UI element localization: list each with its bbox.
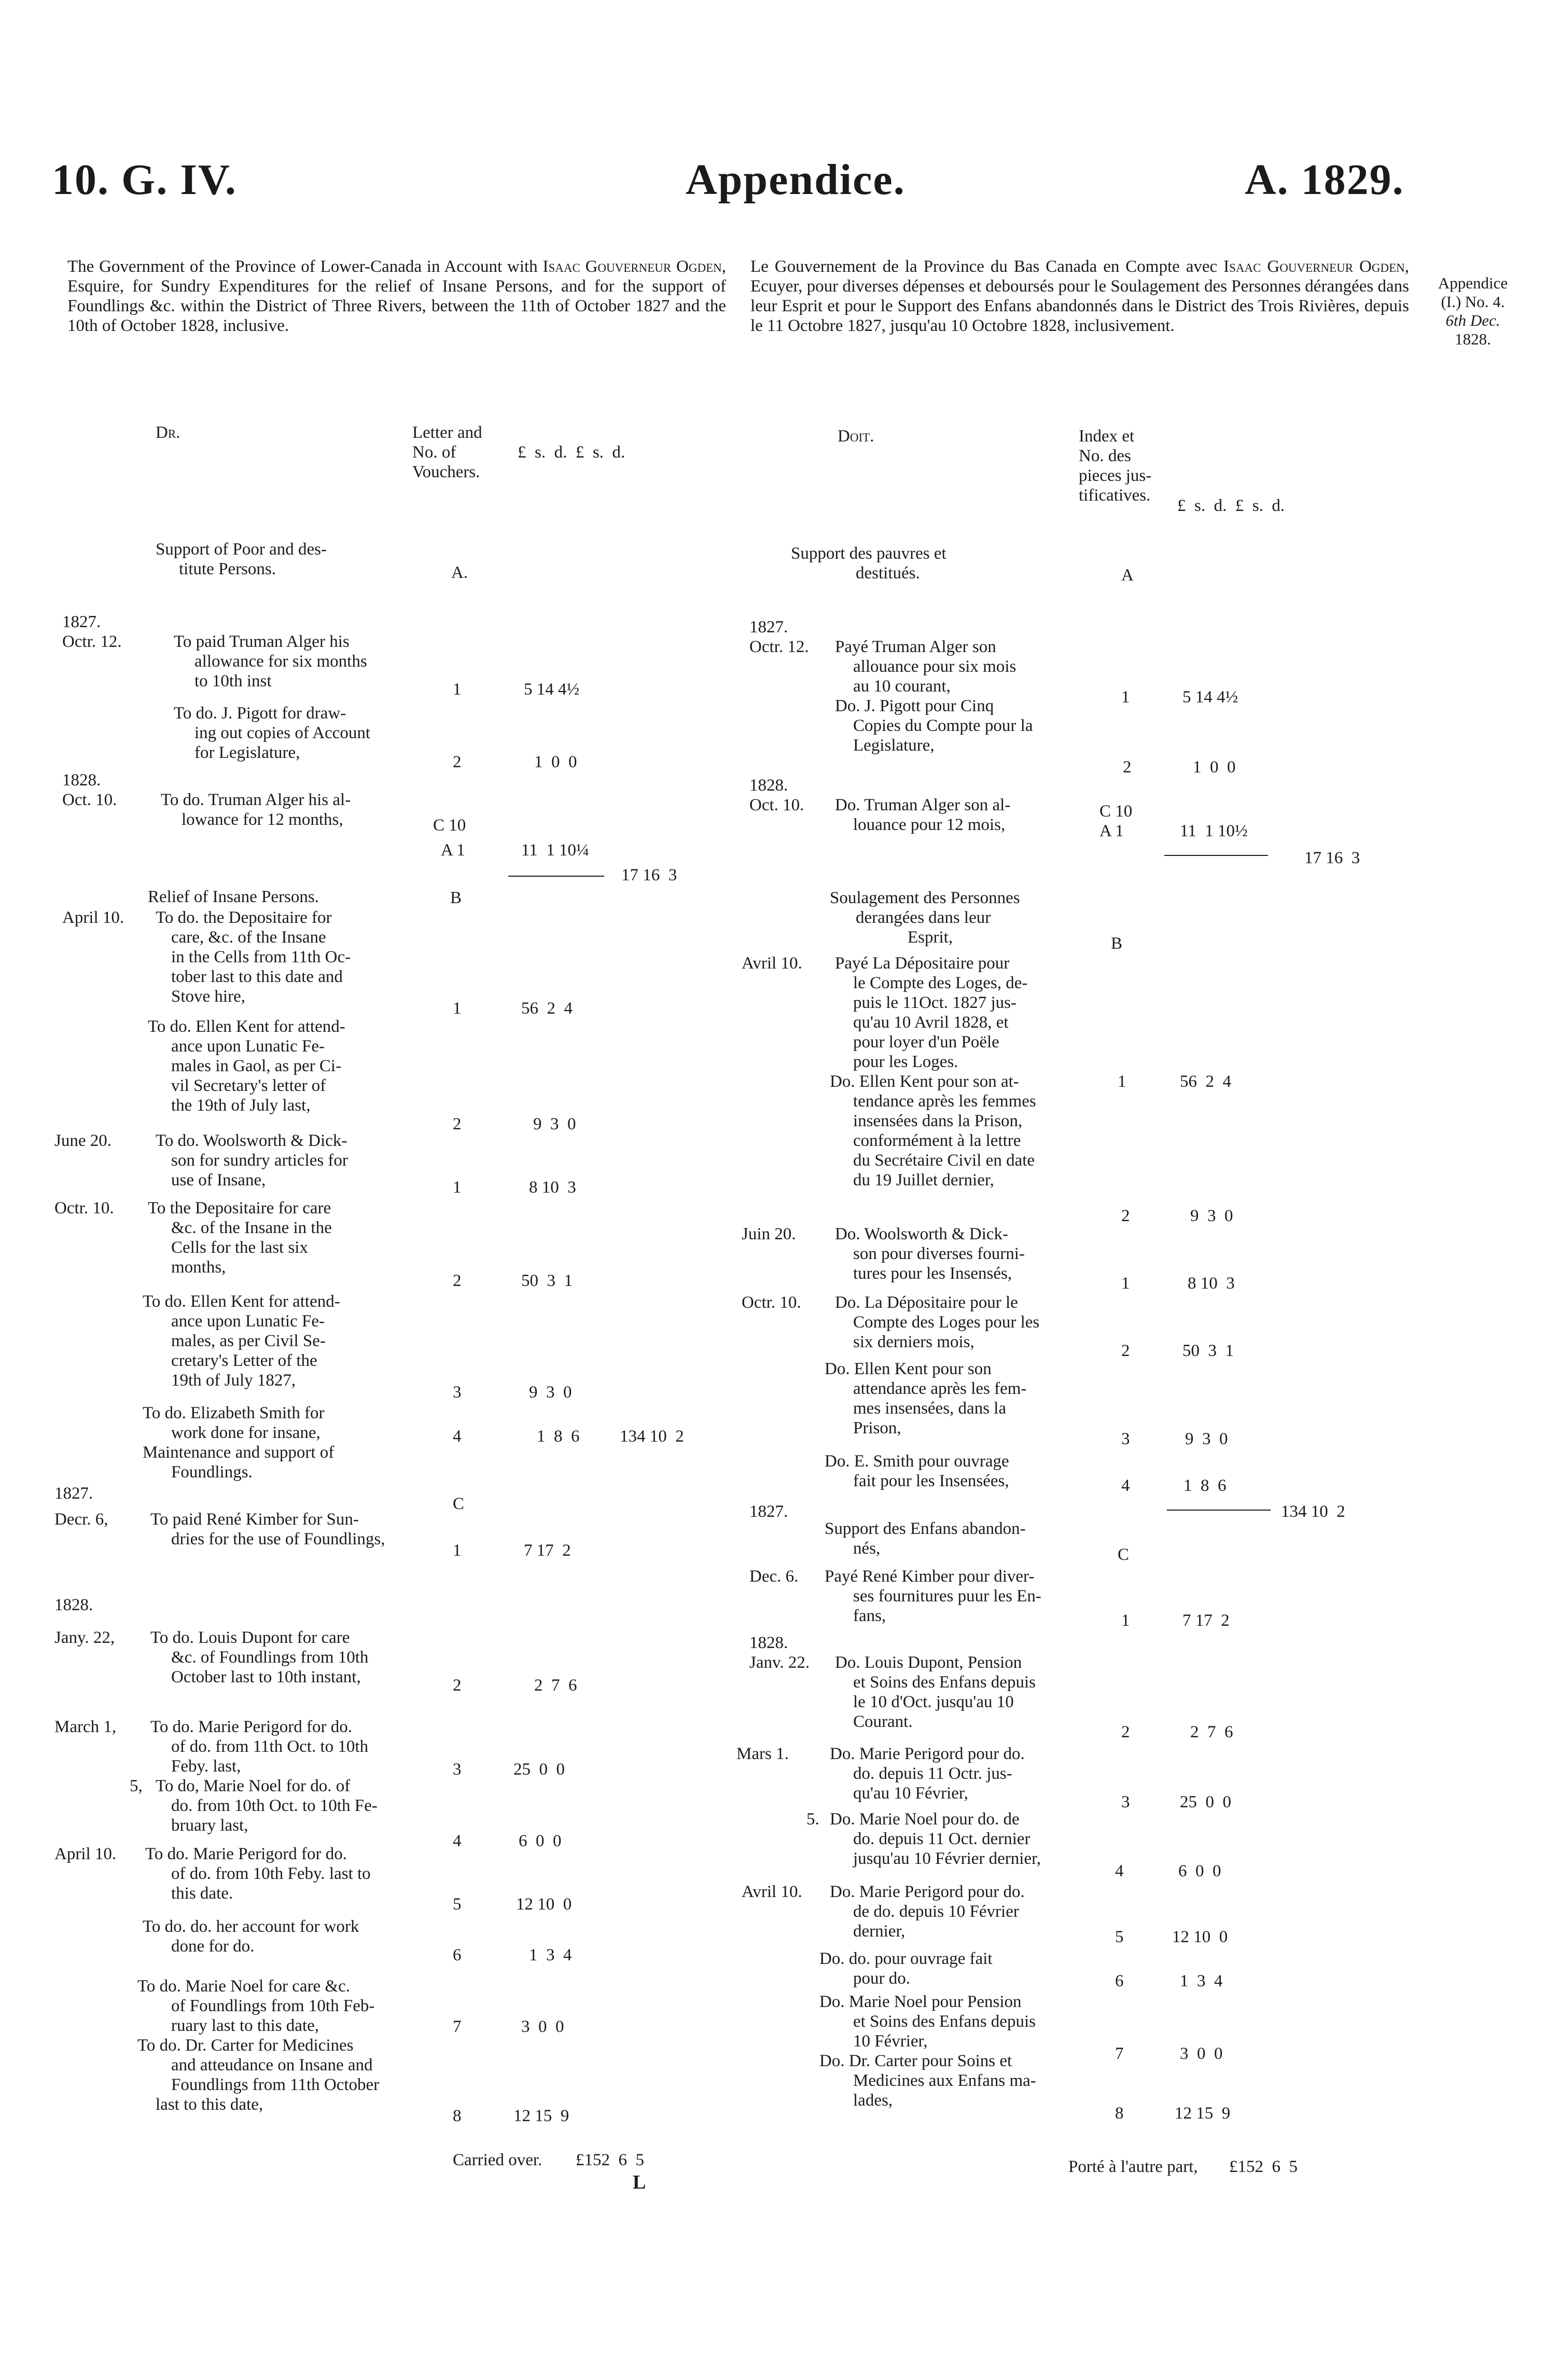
subtotal: 17 16 3	[1304, 849, 1360, 867]
entry-text: Feby. last,	[171, 1757, 241, 1776]
entry-text: Do. Marie Perigord pour do.	[830, 1745, 1025, 1763]
voucher-no: 1	[453, 1178, 462, 1197]
entry-text: tures pour les Insensés,	[853, 1264, 1012, 1283]
entry-text: To do. do. her account for work	[143, 1917, 359, 1936]
section-title: Support des pauvres et	[791, 544, 946, 563]
voucher-no: 1	[453, 680, 462, 699]
entry-date: 1827.	[749, 618, 788, 636]
entry-text: To do. Ellen Kent for attend-	[148, 1017, 345, 1036]
voucher-no: 1	[1121, 688, 1130, 707]
entry-text: To do, Marie Noel for do. of	[156, 1777, 351, 1795]
section-letter: C	[453, 1495, 465, 1513]
entry-text: done for do.	[171, 1937, 255, 1956]
entry-text: bruary last,	[171, 1816, 248, 1835]
entry-text: Do. Louis Dupont, Pension	[835, 1653, 1022, 1672]
entry-text: ruary last to this date,	[171, 2016, 319, 2035]
voucher-no: 6	[453, 1946, 462, 1964]
section-title: Soulagement des Personnes	[830, 889, 1020, 907]
voucher-no: 2	[1121, 1723, 1130, 1741]
section-title: Maintenance and support of	[143, 1443, 335, 1462]
subtotal: 134 10 2	[1281, 1502, 1345, 1521]
side-note-line: 1828.	[1455, 330, 1491, 348]
entry-text: &c. of the Insane in the	[171, 1219, 332, 1237]
section-title: Support des Enfans abandon-	[825, 1519, 1026, 1538]
entry-text: le 10 d'Oct. jusqu'au 10	[853, 1693, 1014, 1711]
amount: 12 10 0	[516, 1895, 572, 1914]
voucher-no: 4	[1121, 1476, 1130, 1495]
entry-date: 1828.	[62, 771, 101, 790]
folio-letter: L	[633, 2171, 646, 2193]
amount: 9 3 0	[533, 1115, 576, 1133]
entry-date: Avril 10.	[742, 1883, 802, 1901]
entry-date: Oct. 10.	[749, 796, 804, 814]
col-doit: Doit.	[838, 427, 874, 446]
entry-date: Janv. 22.	[749, 1653, 810, 1672]
voucher-no: 2	[1123, 758, 1132, 777]
amount: 6 0 0	[1178, 1862, 1221, 1880]
entry-text: le Compte des Loges, de-	[853, 974, 1028, 992]
entry-text: pour do.	[853, 1969, 910, 1988]
entry-text: To the Depositaire for care	[148, 1199, 331, 1217]
voucher-no: 3	[1121, 1793, 1130, 1811]
entry-text: To do. J. Pigott for draw-	[174, 704, 346, 723]
voucher-no: A 1	[1099, 822, 1124, 840]
entry-date: 1827.	[749, 1502, 788, 1521]
voucher-no: 4	[453, 1427, 462, 1446]
entry-text: Do. J. Pigott pour Cinq	[835, 697, 994, 715]
voucher-no: 4	[453, 1832, 462, 1850]
entry-text: To paid Truman Alger his	[174, 632, 350, 651]
intro-text: Le Gouvernement de la Province du Bas Canada en Compte avec	[750, 257, 1218, 276]
section-title: Support of Poor and des-	[156, 540, 327, 559]
entry-text: dernier,	[853, 1922, 906, 1941]
voucher-no: 7	[1115, 2044, 1124, 2063]
entry-date: Oct. 10.	[62, 791, 117, 809]
voucher-no: 2	[453, 1115, 462, 1133]
entry-text: du Secrétaire Civil en date	[853, 1151, 1035, 1170]
amount: 3 0 0	[521, 2017, 564, 2036]
entry-text: To do. Louis Dupont for care	[150, 1628, 350, 1647]
amount: 8 10 3	[529, 1178, 576, 1197]
carried-over-amount: £152 6 5	[576, 2151, 644, 2169]
entry-text: Cells for the last six	[171, 1238, 308, 1257]
entry-text: insensées dans la Prison,	[853, 1112, 1023, 1130]
intro-name: Isaac Gouverneur Ogden	[1223, 257, 1405, 276]
entry-date: Jany. 22,	[54, 1628, 115, 1647]
entry-date: Octr. 10.	[742, 1293, 801, 1312]
entry-text: vil Secretary's letter of	[171, 1076, 326, 1095]
entry-text: lowance for 12 months,	[182, 810, 343, 829]
entry-text: et Soins des Enfans depuis	[853, 1673, 1036, 1692]
amount: 9 3 0	[529, 1383, 572, 1402]
section-letter: C	[1118, 1545, 1130, 1564]
entry-text: Do. Ellen Kent pour son at-	[830, 1072, 1019, 1091]
amount: 7 17 2	[1182, 1611, 1230, 1630]
entry-text: of Foundlings from 10th Feb-	[171, 1997, 375, 2015]
entry-text: Do. Woolsworth & Dick-	[835, 1225, 1009, 1243]
entry-text: work done for insane,	[171, 1423, 321, 1442]
entry-text: Do. La Dépositaire pour le	[835, 1293, 1018, 1312]
amount: 1 0 0	[1193, 758, 1236, 777]
entry-text: Payé Truman Alger son	[835, 638, 996, 656]
section-letter: B	[450, 889, 462, 907]
entry-text: louance pour 12 mois,	[853, 815, 1006, 834]
entry-date: 1828.	[54, 1596, 93, 1614]
entry-text: To do. Dr. Carter for Medicines	[137, 2036, 354, 2055]
voucher-no: 2	[453, 1676, 462, 1695]
entry-text: To do. Marie Noel for care &c.	[137, 1977, 351, 1996]
entry-text: of do. from 11th Oct. to 10th	[171, 1737, 369, 1756]
col-vouchers: Letter and	[412, 423, 482, 442]
entry-text: au 10 courant,	[853, 677, 951, 696]
amount: 2 7 6	[1190, 1723, 1233, 1741]
entry-text: ance upon Lunatic Fe-	[171, 1312, 325, 1331]
voucher-no: 5	[453, 1895, 462, 1914]
col-index: pieces jus-	[1079, 466, 1152, 485]
voucher-no: 1	[1121, 1611, 1130, 1630]
entry-date: Dec. 6.	[749, 1567, 799, 1586]
amount: 8 10 3	[1188, 1274, 1235, 1293]
entry-date: April 10.	[54, 1845, 117, 1863]
entry-text: ing out copies of Account	[194, 724, 371, 742]
entry-text: care, &c. of the Insane	[171, 928, 326, 947]
entry-text: pour loyer d'un Poële	[853, 1033, 999, 1051]
entry-text: do. from 10th Oct. to 10th Fe-	[171, 1796, 378, 1815]
entry-text: Stove hire,	[171, 987, 245, 1006]
section-title: Relief of Insane Persons.	[148, 888, 319, 906]
voucher-no: 6	[1115, 1972, 1124, 1990]
entry-text: six derniers mois,	[853, 1333, 974, 1351]
entry-text: tendance après les femmes	[853, 1092, 1036, 1111]
entry-text: To do. Woolsworth & Dick-	[156, 1131, 347, 1150]
section-letter: B	[1111, 934, 1123, 953]
entry-date: 5,	[130, 1777, 143, 1795]
amount: 9 3 0	[1190, 1207, 1233, 1225]
amount: 1 8 6	[1183, 1476, 1227, 1495]
entry-text: for Legislature,	[194, 743, 300, 762]
entry-text: pour les Loges.	[853, 1053, 958, 1071]
entry-text: Do. Truman Alger son al-	[835, 796, 1011, 814]
voucher-no: 2	[453, 1271, 462, 1290]
entry-date: Decr. 6,	[54, 1510, 108, 1529]
entry-text: Courant.	[853, 1712, 913, 1731]
entry-text: jusqu'au 10 Février dernier,	[853, 1849, 1041, 1868]
carried-over-label: Carried over.	[453, 2151, 542, 2169]
entry-text: &c. of Foundlings from 10th	[171, 1648, 369, 1667]
entry-date: Octr. 10.	[54, 1199, 114, 1217]
entry-text: use of Insane,	[171, 1171, 266, 1189]
entry-text: Medicines aux Enfans ma-	[853, 2071, 1036, 2090]
voucher-no: 2	[1121, 1207, 1130, 1225]
voucher-no: 4	[1115, 1862, 1124, 1880]
entry-text: conformément à la lettre	[853, 1131, 1021, 1150]
entry-date: June 20.	[54, 1131, 112, 1150]
entry-text: to 10th inst	[194, 672, 272, 690]
entry-date: March 1,	[54, 1718, 117, 1736]
amount: 11 1 10¼	[521, 841, 589, 860]
amount: 9 3 0	[1185, 1430, 1228, 1448]
entry-text: ses fournitures puur les En-	[853, 1587, 1041, 1606]
amount: 12 10 0	[1172, 1928, 1228, 1946]
intro-name: Isaac Gouverneur Ogden	[542, 257, 722, 276]
amount: 12 15 9	[513, 2107, 569, 2125]
entry-text: do. depuis 11 Octr. jus-	[853, 1764, 1012, 1783]
section-letter: A.	[451, 563, 468, 582]
entry-date: Octr. 12.	[62, 632, 122, 651]
entry-date: 1828.	[749, 776, 788, 795]
entry-text: To do. the Depositaire for	[156, 908, 332, 927]
entry-text: Do. Dr. Carter pour Soins et	[819, 2052, 1012, 2070]
header-center: Appendice.	[686, 156, 906, 204]
section-title: Foundlings.	[171, 1463, 253, 1482]
entry-text: males in Gaol, as per Ci-	[171, 1057, 342, 1075]
carried-over-amount: £152 6 5	[1229, 2157, 1298, 2176]
entry-text: October last to 10th instant,	[171, 1668, 361, 1686]
section-title: nés,	[853, 1539, 881, 1558]
amount: 3 0 0	[1180, 2044, 1223, 2063]
entry-text: the 19th of July last,	[171, 1096, 311, 1115]
entry-date: 1827.	[62, 613, 101, 631]
voucher-no: 2	[1121, 1341, 1130, 1360]
entry-date: 1827.	[54, 1484, 93, 1503]
entry-text: do. depuis 11 Oct. dernier	[853, 1830, 1030, 1848]
entry-text: 19th of July 1827,	[171, 1371, 296, 1390]
amount: 1 8 6	[537, 1427, 580, 1446]
entry-text: Compte des Loges pour les	[853, 1313, 1040, 1332]
section-title: Esprit,	[908, 928, 953, 947]
entry-text: Payé René Kimber pour diver-	[825, 1567, 1035, 1586]
entry-text: Do. E. Smith pour ouvrage	[825, 1452, 1009, 1471]
entry-text: Do. Marie Noel pour do. de	[830, 1810, 1020, 1829]
entry-text: Foundlings from 11th October	[171, 2075, 380, 2094]
entry-text: Prison,	[853, 1419, 901, 1437]
amount: 12 15 9	[1175, 2104, 1231, 2123]
voucher-no: A 1	[441, 841, 465, 860]
entry-date: Mars 1.	[736, 1745, 789, 1763]
entry-text: attendance après les fem-	[853, 1379, 1027, 1398]
section-title: titute Persons.	[179, 560, 276, 578]
side-note	[1421, 274, 1525, 349]
header-left: 10. G. IV.	[52, 156, 237, 204]
entry-text: son pour diverses fourni-	[853, 1244, 1025, 1263]
entry-text: Payé La Dépositaire pour	[835, 954, 1010, 973]
entry-date: April 10.	[62, 908, 124, 927]
col-index: No. des	[1079, 447, 1131, 465]
entry-text: puis le 11Oct. 1827 jus-	[853, 993, 1016, 1012]
subtotal: 134 10 2	[620, 1427, 684, 1446]
entry-date: Avril 10.	[742, 954, 802, 973]
voucher-no: 3	[453, 1760, 462, 1779]
amount: 25 0 0	[513, 1760, 565, 1779]
entry-date: 1828.	[749, 1634, 788, 1652]
rule	[508, 876, 604, 877]
entry-text: and atteudance on Insane and	[171, 2056, 373, 2074]
section-letter: A	[1121, 566, 1134, 585]
amount: 50 3 1	[521, 1271, 573, 1290]
entry-text: males, as per Civil Se-	[171, 1332, 326, 1350]
voucher-no: 3	[1121, 1430, 1130, 1448]
voucher-no: 8	[1115, 2104, 1124, 2123]
entry-text: last to this date,	[156, 2095, 263, 2114]
amount: 56 2 4	[521, 999, 573, 1018]
entry-text: Do. Ellen Kent pour son	[825, 1360, 992, 1378]
voucher-no: C 10	[433, 816, 466, 835]
entry-text: Do. Marie Perigord pour do.	[830, 1883, 1025, 1901]
entry-text: cretary's Letter of the	[171, 1351, 317, 1370]
intro-text: , Esquire, for Sundry Expenditures for the relief of Insane Persons, and for the support of Foundlings &c. within the District of Three Rivers, between the 11th of October 1827 and the 10th of October 1828, inclusive.	[67, 257, 727, 335]
entry-text: mes insensées, dans la	[853, 1399, 1007, 1418]
voucher-no: 1	[453, 999, 462, 1018]
intro-text: , Ecuyer, pour diverses dépenses et deboursés pour le Soulagement des Personnes dérangées dans leur Esprit et pour le Support des Enfans abandonnés dans le District des Trois Rivières, depuis le 11 Octobre 1827, jusqu'au 10 Octobre 1828, inclusivement.	[750, 257, 1409, 335]
entry-text: this date.	[171, 1884, 233, 1903]
entry-text: ance upon Lunatic Fe-	[171, 1037, 325, 1056]
voucher-no: 3	[453, 1383, 462, 1402]
entry-date: 5.	[806, 1810, 819, 1829]
entry-text: of do. from 10th Feby. last to	[171, 1864, 371, 1883]
header-right: A. 1829.	[1245, 156, 1404, 204]
english-intro	[67, 257, 726, 336]
entry-text: To do. Truman Alger his al-	[161, 791, 351, 809]
entry-text: months,	[171, 1258, 226, 1277]
entry-text: du 19 Juillet dernier,	[853, 1171, 994, 1189]
voucher-no: 2	[453, 753, 462, 771]
voucher-no: 7	[453, 2017, 462, 2036]
amount: 50 3 1	[1182, 1341, 1234, 1360]
col-lsd: £ s. d. £ s. d.	[1177, 496, 1285, 515]
entry-text: To do. Marie Perigord for do.	[150, 1718, 353, 1736]
rule	[1167, 1510, 1271, 1511]
intro-text: The Government of the Province of Lower-Canada in Account with	[67, 257, 538, 276]
entry-text: fait pour les Insensées,	[853, 1472, 1009, 1490]
amount: 5 14 4½	[524, 680, 580, 699]
entry-text: qu'au 10 Avril 1828, et	[853, 1013, 1009, 1032]
entry-text: Do. do. pour ouvrage fait	[819, 1949, 993, 1968]
entry-text: son for sundry articles for	[171, 1151, 348, 1170]
entry-text: To do. Marie Perigord for do.	[145, 1845, 347, 1863]
entry-text: fans,	[853, 1607, 886, 1625]
side-note-line: (I.) No. 4.	[1441, 293, 1505, 311]
amount: 56 2 4	[1180, 1072, 1231, 1091]
entry-text: To paid René Kimber for Sun-	[150, 1510, 359, 1529]
entry-text: allowance for six months	[194, 652, 367, 671]
amount: 6 0 0	[519, 1832, 562, 1850]
carried-over-label: Porté à l'autre part,	[1068, 2157, 1198, 2176]
entry-text: lades,	[853, 2091, 893, 2110]
entry-text: 10 Février,	[853, 2032, 928, 2051]
voucher-no: 5	[1115, 1928, 1124, 1946]
side-note-line: Appendice	[1438, 274, 1508, 292]
entry-text: tober last to this date and	[171, 967, 343, 986]
entry-text: de do. depuis 10 Février	[853, 1902, 1019, 1921]
col-index: tificatives.	[1079, 486, 1151, 505]
col-lsd: £ s. d. £ s. d.	[518, 443, 625, 462]
amount: 25 0 0	[1180, 1793, 1231, 1811]
entry-text: in the Cells from 11th Oc-	[171, 948, 351, 966]
entry-text: et Soins des Enfans depuis	[853, 2012, 1036, 2031]
entry-date: Juin 20.	[742, 1225, 796, 1243]
section-title: destitués.	[856, 564, 920, 583]
entry-text: Copies du Compte pour la	[853, 716, 1033, 735]
voucher-no: 1	[453, 1541, 462, 1560]
entry-text: Do. Marie Noel pour Pension	[819, 1992, 1022, 2011]
entry-text: dries for the use of Foundlings,	[171, 1530, 385, 1548]
col-index: Index et	[1079, 427, 1135, 446]
amount: 5 14 4½	[1182, 688, 1238, 707]
amount: 1 3 4	[529, 1946, 572, 1964]
entry-text: To do. Ellen Kent for attend-	[143, 1292, 340, 1311]
entry-text: Legislature,	[853, 736, 935, 755]
col-vouchers: No. of	[412, 443, 456, 462]
col-vouchers: Vouchers.	[412, 463, 480, 481]
rule	[1164, 855, 1268, 856]
voucher-no: 1	[1121, 1274, 1130, 1293]
voucher-no: 8	[453, 2107, 462, 2125]
subtotal: 17 16 3	[621, 866, 677, 884]
side-note-line: 6th Dec.	[1445, 311, 1500, 329]
voucher-no: 1	[1118, 1072, 1126, 1091]
amount: 11 1 10½	[1180, 822, 1248, 840]
amount: 2 7 6	[534, 1676, 577, 1695]
col-dr: Dr.	[156, 423, 180, 442]
french-intro	[750, 257, 1409, 336]
amount: 1 3 4	[1180, 1972, 1223, 1990]
amount: 1 0 0	[534, 753, 577, 771]
entry-text: qu'au 10 Février,	[853, 1784, 968, 1803]
entry-text: allouance pour six mois	[853, 657, 1016, 676]
voucher-no: C 10	[1099, 802, 1133, 821]
section-title: derangées dans leur	[856, 908, 991, 927]
entry-date: Octr. 12.	[749, 638, 809, 656]
entry-text: To do. Elizabeth Smith for	[143, 1404, 325, 1422]
amount: 7 17 2	[524, 1541, 571, 1560]
